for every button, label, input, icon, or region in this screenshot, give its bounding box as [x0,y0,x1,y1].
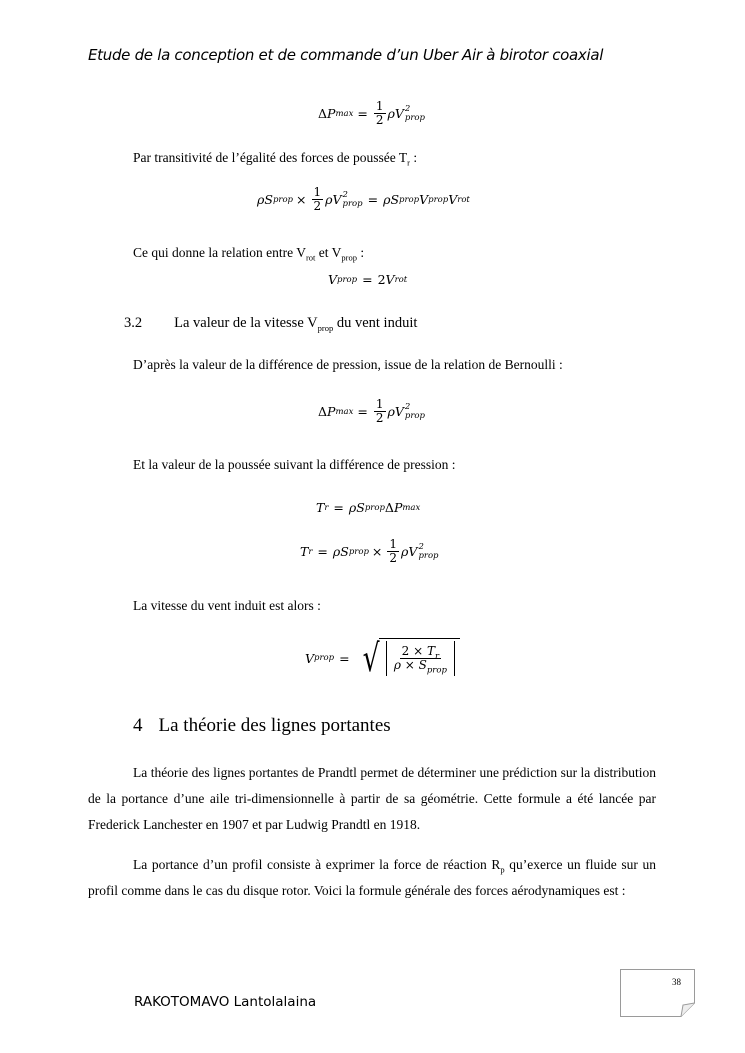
paragraph-relation: Ce qui donne la relation entre $V_{rot}$ et $V_{prop}$ : [133,245,365,263]
paragraph-prandtl: La théorie des lignes portantes de Prandtl permet de déterminer une prédiction sur la distribution de la portance d’une aile tri-dimensionnelle à partir de sa géométrie. Cette formule a été lancée par Frederick Lanchester en 1907 et par Ludwig Prandtl en 1918. [88,765,656,832]
equation-thrust-2: T r = ρ S prop × $\frac{1}{2}$ ρ V 2 prop [300,537,439,565]
section-heading-3-2: 3.2 La valeur de la vitesse $V_{prop}$ du vent induit [124,315,418,333]
page-number: 38 [672,977,681,987]
footer-author: RAKOTOMAVO Lantolalaina [134,994,317,1010]
equation-delta-p-max-1: Δ P max = $\frac{1}{2}$ ρ V 2 prop [318,99,425,127]
equation-vprop-2vrot: V prop = 2 V rot [328,272,408,287]
paragraph-transitivity: Par transitivité de l’égalité des forces de poussée $T_r$ : [133,150,418,168]
equation-thrust-1: T r = ρ S prop Δ P max [316,500,421,515]
running-header: Etude de la conception et de commande d’un Uber Air à birotor coaxial [88,46,604,64]
page-number-box [620,969,695,1017]
paragraph-lift: La portance d’un profil consiste à exprimer la force de réaction $R_p$ qu’exerce un fluide sur un profil comme dans le cas du disque rotor. Voici la formule générale des forces aérodynamiques est : [88,857,656,898]
paragraph-induced-velocity: La vitesse du vent induit est alors : [133,598,321,613]
paragraph-bernoulli: D’après la valeur de la différence de pression, issue de la relation de Bernoulli : [133,357,563,372]
equation-delta-p-max-2: Δ P max = $\frac{1}{2}$ ρ V 2 prop [318,397,425,425]
equation-thrust-equality: ρ S prop × $\frac{1}{2}$ ρ V 2 prop = ρ S prop V prop V rot [257,185,470,213]
paragraph-thrust: Et la valeur de la poussée suivant la différence de pression : [133,457,456,472]
sqrt-symbol: √ $\frac{2 \times T_r}{\rho \times S_{prop}}$ [359,638,460,678]
section-heading-4: 4 La théorie des lignes portantes [133,715,391,736]
equation-vprop-sqrt: V prop = √ $\frac{2 \times T_r}{\rho \times S_{prop}}$ [305,638,460,678]
